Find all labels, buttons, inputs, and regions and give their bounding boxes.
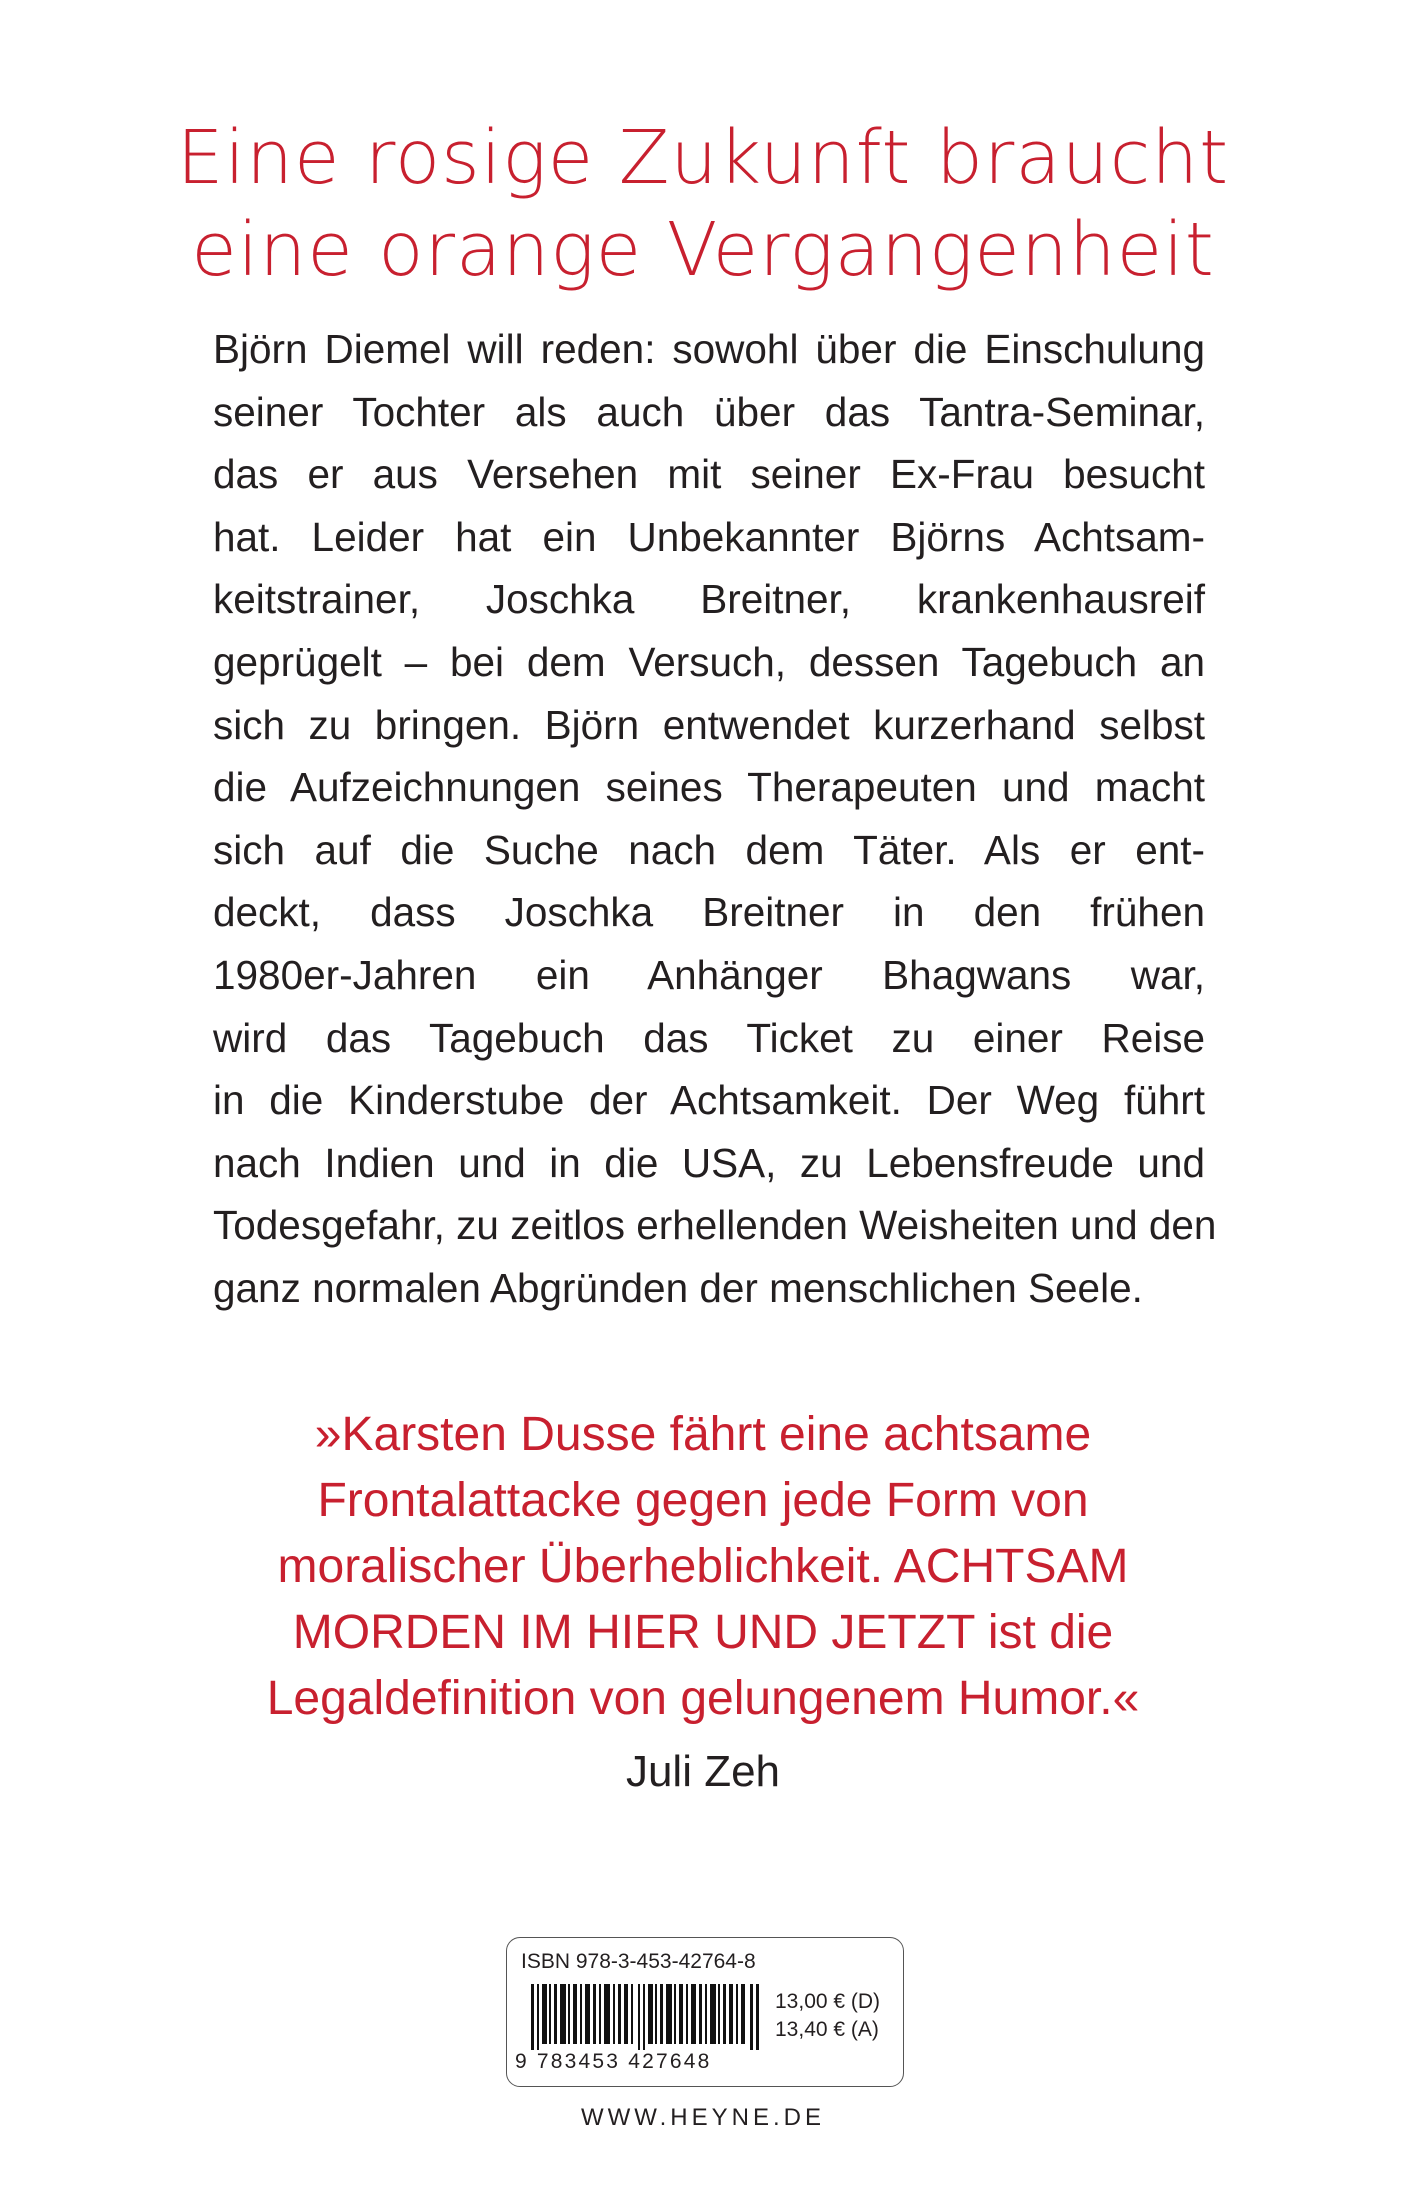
blurb-line: deckt, dass Joschka Breitner in den frühen xyxy=(213,889,1205,936)
blurb-line: sich zu bringen. Björn entwendet kurzerhand selbst xyxy=(213,701,1205,748)
blurb-line: geprügelt – bei dem Versuch, dessen Tagebuch an xyxy=(213,638,1205,685)
blurb-line: seiner Tochter als auch über das Tantra-Seminar, xyxy=(213,388,1205,435)
blurb-line: keitstrainer, Joschka Breitner, krankenhausreif xyxy=(213,576,1205,623)
blurb-paragraph xyxy=(213,318,1217,1320)
barcode-label xyxy=(506,1937,904,2087)
headline-line-2: eine orange Vergangenheit xyxy=(191,207,1215,293)
quote-line: MORDEN IM HIER UND JETZT ist die xyxy=(292,1606,1114,1659)
headline xyxy=(0,112,1406,296)
blurb-line: die Aufzeichnungen seines Therapeuten und macht xyxy=(213,764,1205,811)
blurb-line: Björn Diemel will reden: sowohl über die Einschulung xyxy=(213,326,1205,372)
quote-line: moralischer Überheblichkeit. ACHTSAM xyxy=(277,1540,1129,1593)
blurb-line: 1980er-Jahren ein Anhänger Bhagwans war, xyxy=(213,951,1205,998)
headline-line-1: Eine rosige Zukunft braucht xyxy=(176,115,1230,201)
blurb-line: das er aus Versehen mit seiner Ex-Frau besucht xyxy=(213,451,1205,498)
quote-line: Frontalattacke gegen jede Form von xyxy=(317,1474,1089,1527)
barcode-icon xyxy=(531,1984,759,2050)
blurb-line: ganz normalen Abgründen der menschlichen Seele. xyxy=(213,1264,1143,1311)
review-quote xyxy=(0,1402,1406,1732)
isbn-number: ISBN 978-3-453-42764-8 xyxy=(521,1950,756,1973)
barcode-digits: 9 783453 427648 xyxy=(515,2050,712,2073)
blurb-line: wird das Tagebuch das Ticket zu einer Reise xyxy=(213,1014,1205,1061)
price-austria: 13,40 € (A) xyxy=(775,2018,879,2041)
quote-author: Juli Zeh xyxy=(625,1747,781,1796)
blurb-line: sich auf die Suche nach dem Täter. Als er ent- xyxy=(213,826,1205,873)
blurb-line: Todesgefahr, zu zeitlos erhellenden Weisheiten und den xyxy=(213,1202,1217,1249)
quote-line: Legaldefinition von gelungenem Humor.« xyxy=(266,1672,1140,1725)
publisher-website: WWW.HEYNE.DE xyxy=(581,2104,825,2131)
blurb-line: hat. Leider hat ein Unbekannter Björns Achtsam- xyxy=(213,513,1205,560)
quote-line: »Karsten Dusse fährt eine achtsame xyxy=(314,1408,1092,1461)
blurb-line: in die Kinderstube der Achtsamkeit. Der Weg führt xyxy=(213,1077,1205,1124)
price-germany: 13,00 € (D) xyxy=(775,1990,881,2013)
blurb-line: nach Indien und in die USA, zu Lebensfreude und xyxy=(213,1139,1205,1186)
